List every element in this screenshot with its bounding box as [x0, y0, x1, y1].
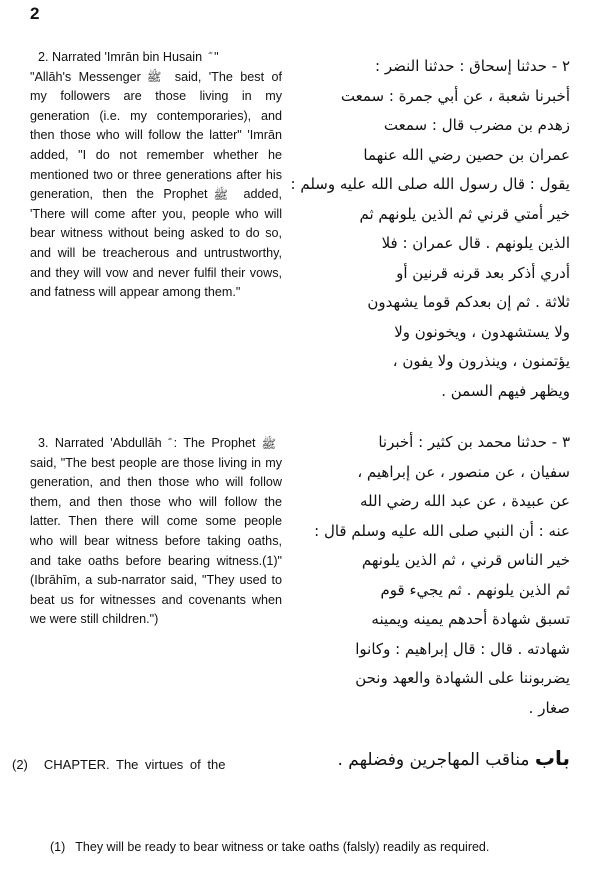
hadith-2-en-line-4: added, 'There will come after you, people who will bear witness without being asked to do so, and will be treacherous and untrustworthy, and they will vow and never fulfil their vows, and fatness will appear among them.": [30, 187, 282, 300]
footnote-text: They will be ready to bear witness or take oaths (falsly) readily as required.: [75, 840, 490, 854]
seal-glyph-icon: ﷺ: [213, 187, 229, 202]
ar-line: عنه : أن النبي صلى الله عليه وسلم قال :: [314, 521, 570, 540]
ar-line: سفيان ، عن منصور ، عن إبراهيم ،: [357, 462, 570, 481]
ar-line: تسبق شهادة أحدهم يمينه ويمينه: [371, 610, 570, 628]
ar-line: ثم الذين يلونهم . ثم يجيء قوم: [380, 580, 570, 599]
footnote: [50, 840, 570, 854]
hadith-3-en-line-2: : The Prophet: [173, 436, 256, 450]
ar-line: عمران بن حصين رضي الله عنهما: [363, 145, 570, 164]
hadith-2-english: 2. Narrated 'Imrān bin Husain " "Allāh's Messenger ﷺ said, 'The best of my followers are those living in my generation (i.e. my contemporaries), and then those who will follow the latter" 'Imrān added, "I do not remember whether he mentioned two or three generations after his generation, then the Prophet ﷺ added, 'There will come after you, people who will bear witness without being asked to do so, and will be treacherous and untrustworthy, and they will vow and never fulfil their vows, and fatness will appear among them.": [30, 50, 282, 300]
hadith-2-en-line-3: said, 'The best of my followers are those living in my generation (i.e. my contemporaries), and then those who will follow the latter" 'Imrān added, "I do not remember whether he mentioned two or three generations after his generation, then the Prophet: [30, 69, 282, 202]
hadith-2-arabic: [290, 52, 570, 406]
chapter-title-arabic: مناقب المهاجرين وفضلهم .: [337, 750, 530, 770]
ar-line: يضربوننا على الشهادة والعهد ونحن: [355, 669, 570, 687]
chapter-number: (2): [12, 757, 28, 772]
ar-line: عن عبيدة ، عن عبد الله رضي الله: [359, 492, 570, 510]
footnote-number: (1): [50, 840, 66, 854]
chapter-bab-label: باب: [534, 746, 570, 770]
hadith-3-en-line-1: 3. Narrated 'Abdullāh: [38, 436, 162, 450]
page-number: 2: [30, 4, 40, 23]
ar-line: خير الناس قرني ، ثم الذين يلونهم: [361, 551, 570, 569]
ar-line: ويظهر فيهم السمن .: [441, 381, 570, 400]
ar-line: ٢ - حدثنا إسحاق : حدثنا النضر :: [375, 57, 570, 75]
ar-line: أخبرنا شعبة ، عن أبي جمرة : سمعت: [340, 86, 570, 105]
ar-line: ٣ - حدثنا محمد بن كثير : أخبرنا: [378, 433, 570, 451]
ar-line: شهادته . قال : قال إبراهيم : وكانوا: [355, 639, 570, 658]
seal-glyph-icon: ﷺ: [261, 436, 276, 451]
ar-line: زهدم بن مضرب قال : سمعت: [383, 116, 570, 134]
chapter-heading-arabic: [300, 746, 570, 770]
ar-line: يؤتمنون ، وينذرون ولا يفون ،: [392, 352, 570, 370]
hadith-3-arabic: [290, 428, 570, 723]
ar-line: يقول : قال رسول الله صلى الله عليه وسلم :: [290, 175, 570, 193]
ar-line: أدري أذكر بعد قرنه قرنين أو: [396, 263, 570, 282]
ar-line: ثلاثة . ثم إن بعدكم قوما يشهدون: [367, 293, 570, 311]
ar-line: صغار .: [528, 698, 570, 717]
hadith-3-english: [30, 434, 282, 630]
hadith-2-en-line-1: 2. Narrated 'Imrān bin Husain: [38, 50, 203, 64]
chapter-heading-english: [12, 757, 292, 772]
seal-glyph-icon: ﷺ: [146, 70, 162, 85]
chapter-title-english: CHAPTER. The virtues of the: [43, 757, 226, 772]
hadith-3-en-line-3: said, "The best people are those living in my generation, and then those who will follow them, and then those who will follow the latter. Then there will come some people who will bear witness before taking oaths, and take oaths before bearing witness.(1)" (Ibrāhīm, a sub-narrator said, "They used to beat us for witnesses and covenants when we were still children."): [30, 455, 282, 627]
hadith-2-en-line-2: "Allāh's Messenger: [30, 69, 141, 84]
ar-line: ولا يستشهدون ، ويخونون ولا: [394, 322, 570, 341]
ar-line: الذين يلونهم . قال عمران : فلا: [381, 234, 570, 252]
ar-line: خير أمتي قرني ثم الذين يلونهم ثم: [359, 204, 570, 223]
